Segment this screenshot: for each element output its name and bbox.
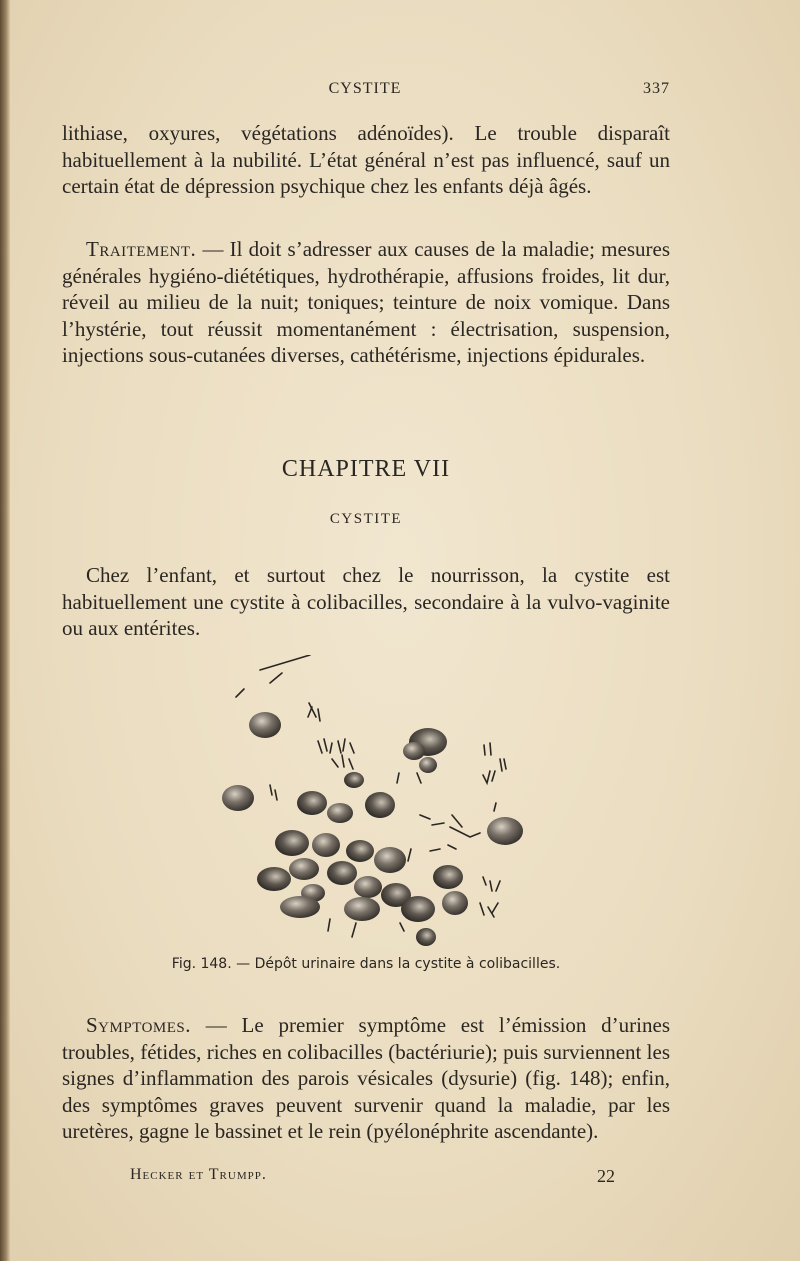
symptoms-text: — Le premier symptôme est l’émission d’urines troubles, fétides, riches en colibacilles (bactériurie); puis surviennent les signes d’inflammation des parois vésicales (dysurie) (fig. 148); enfin, des symptômes graves peuvent survenir quand la maladie, par les uretères, gagne le bassinet et le rein (pyélonéphrite ascendante). xyxy=(62,1013,670,1143)
running-title: CYSTITE xyxy=(328,80,402,97)
page-number: 337 xyxy=(643,80,670,97)
running-header xyxy=(60,80,670,104)
book-spine-shadow xyxy=(0,0,10,1261)
signature-mark: 22 xyxy=(597,1166,615,1186)
urinary-deposit-illustration xyxy=(200,655,540,950)
paragraph-intro: Chez l’enfant, et surtout chez le nourrisson, la cystite est habituellement une cystite à colibacilles, secondaire à la vulvo-vaginite ou aux entérites. xyxy=(62,563,670,640)
chapter-subtitle: CYSTITE xyxy=(329,511,403,527)
paragraph-continuation: lithiase, oxyures, végétations adénoïdes). Le trouble disparaît habituellement à la nubilité. L’état général n’est pas influencé, sauf un certain état de dépression psychique chez les enfants déjà âgés. xyxy=(62,121,670,198)
treatment-heading: Traitement. xyxy=(86,237,197,261)
symptoms-heading: Symptomes. xyxy=(86,1013,192,1037)
paragraph-treatment xyxy=(62,236,670,369)
chapter-title: CHAPITRE VII xyxy=(281,456,451,482)
figure-caption: Fig. 148. — Dépôt urinaire dans la cystite à colibacilles. xyxy=(171,956,561,972)
paragraph-symptoms xyxy=(62,1012,670,1145)
figure-urinary-deposit xyxy=(200,655,540,950)
treatment-text: — Il doit s’adresser aux causes de la maladie; mesures générales hygiéno-diététiques, hydrothérapie, affusions froides, lit dur, réveil au milieu de la nuit; toniques; teinture de noix vomique. Dans l’hystérie, tout réussit momentanément : électrisation, suspension, injections sous-cutanées diverses, cathétérisme, injections épidurales. xyxy=(62,237,670,367)
footer-authors: Hecker et Trumpp. xyxy=(130,1166,267,1183)
page-footer xyxy=(130,1166,615,1190)
